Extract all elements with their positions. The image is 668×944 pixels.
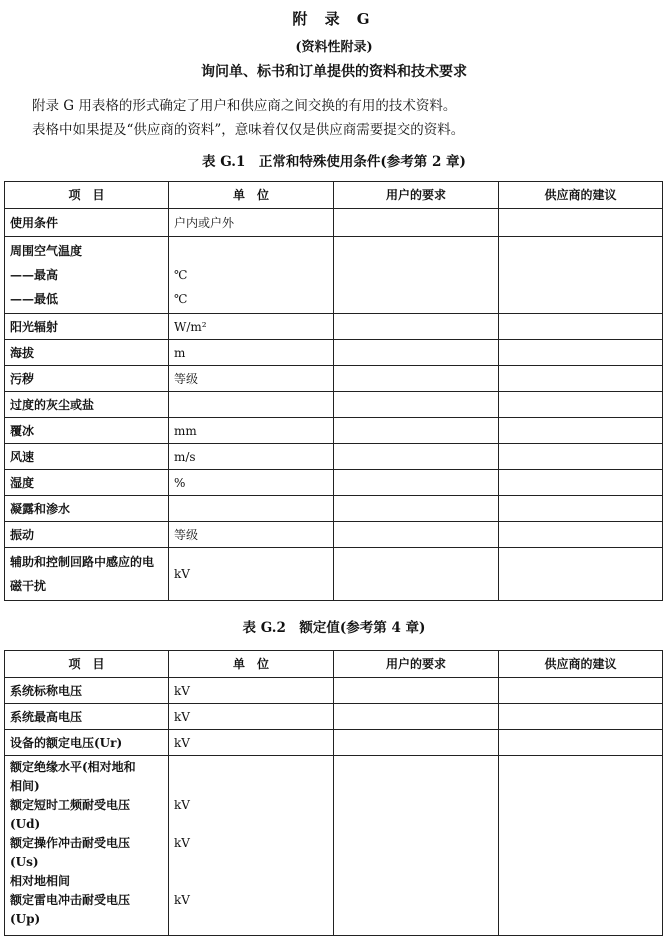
row-item: 过度的灰尘或盐 bbox=[5, 392, 169, 418]
row-unit-line: ℃ bbox=[174, 268, 188, 282]
row-unit bbox=[169, 496, 334, 522]
row-unit: 等级 bbox=[169, 366, 334, 392]
row-unit bbox=[169, 237, 334, 314]
user-requirement-cell[interactable] bbox=[334, 496, 499, 522]
row-unit: kV bbox=[169, 548, 334, 601]
row-item: 振动 bbox=[5, 522, 169, 548]
row-item-line: 相间) bbox=[10, 779, 40, 793]
row-unit: W/m² bbox=[169, 314, 334, 340]
table-row bbox=[5, 314, 663, 340]
row-item-line: 额定短时工频耐受电压 bbox=[10, 798, 131, 812]
column-header-item: 项 目 bbox=[5, 182, 169, 209]
supplier-proposal-cell[interactable] bbox=[499, 756, 663, 936]
column-header-supplier: 供应商的建议 bbox=[499, 651, 663, 678]
row-item-line: (Us) bbox=[10, 855, 39, 869]
row-item-line: 相对地相间 bbox=[10, 874, 71, 888]
supplier-proposal-cell[interactable] bbox=[499, 366, 663, 392]
row-item-line: 额定绝缘水平(相对地和 bbox=[10, 760, 136, 774]
row-unit: kV bbox=[169, 730, 334, 756]
row-item-line: 额定雷电冲击耐受电压 bbox=[10, 893, 131, 907]
row-unit bbox=[169, 756, 334, 936]
table-row bbox=[5, 470, 663, 496]
column-header-user: 用户的要求 bbox=[334, 182, 499, 209]
supplier-proposal-cell[interactable] bbox=[499, 730, 663, 756]
column-header-unit: 单 位 bbox=[169, 182, 334, 209]
table-g1-caption: 表 G.1 正常和特殊使用条件(参考第 2 章) bbox=[202, 154, 466, 170]
user-requirement-cell[interactable] bbox=[334, 704, 499, 730]
row-item-line: 磁干扰 bbox=[10, 579, 47, 593]
supplier-proposal-cell[interactable] bbox=[499, 522, 663, 548]
row-item: 风速 bbox=[5, 444, 169, 470]
row-item bbox=[5, 756, 169, 936]
column-header-supplier: 供应商的建议 bbox=[499, 182, 663, 209]
supplier-proposal-cell[interactable] bbox=[499, 678, 663, 704]
row-unit-line: kV bbox=[174, 893, 190, 907]
row-unit: 等级 bbox=[169, 522, 334, 548]
table-g2-caption: 表 G.2 额定值(参考第 4 章) bbox=[242, 620, 426, 636]
table-row bbox=[5, 678, 663, 704]
supplier-proposal-cell[interactable] bbox=[499, 444, 663, 470]
row-unit-line: ℃ bbox=[174, 292, 188, 306]
row-unit: m/s bbox=[169, 444, 334, 470]
table-row bbox=[5, 444, 663, 470]
user-requirement-cell[interactable] bbox=[334, 548, 499, 601]
row-item: 系统标称电压 bbox=[5, 678, 169, 704]
row-unit: kV bbox=[169, 678, 334, 704]
table-row bbox=[5, 418, 663, 444]
row-unit bbox=[169, 392, 334, 418]
row-item: 湿度 bbox=[5, 470, 169, 496]
table-row bbox=[5, 522, 663, 548]
row-item: 覆冰 bbox=[5, 418, 169, 444]
row-unit: kV bbox=[169, 704, 334, 730]
intro-paragraph-1: 附录 G 用表格的形式确定了用户和供应商之间交换的有用的技术资料。 bbox=[32, 98, 457, 114]
row-item-line: (Up) bbox=[10, 912, 41, 926]
user-requirement-cell[interactable] bbox=[334, 392, 499, 418]
row-unit-line bbox=[174, 853, 328, 872]
supplier-proposal-cell[interactable] bbox=[499, 496, 663, 522]
table-row bbox=[5, 392, 663, 418]
row-unit-line bbox=[174, 815, 328, 834]
row-unit: mm bbox=[169, 418, 334, 444]
user-requirement-cell[interactable] bbox=[334, 314, 499, 340]
table-row bbox=[5, 704, 663, 730]
row-item-line: 辅助和控制回路中感应的电 bbox=[10, 555, 155, 569]
row-item-line: 额定操作冲击耐受电压 bbox=[10, 836, 131, 850]
row-item: 污秽 bbox=[5, 366, 169, 392]
row-unit: m bbox=[169, 340, 334, 366]
appendix-title: 附 录 G bbox=[292, 10, 376, 28]
row-item: 系统最高电压 bbox=[5, 704, 169, 730]
row-unit-line: kV bbox=[174, 836, 190, 850]
supplier-proposal-cell[interactable] bbox=[499, 704, 663, 730]
user-requirement-cell[interactable] bbox=[334, 756, 499, 936]
row-item: 海拔 bbox=[5, 340, 169, 366]
user-requirement-cell[interactable] bbox=[334, 366, 499, 392]
column-header-user: 用户的要求 bbox=[334, 651, 499, 678]
table-row bbox=[5, 237, 663, 314]
row-item-line: 周围空气温度 bbox=[10, 244, 83, 258]
row-unit-line bbox=[174, 239, 328, 263]
row-item: 阳光辐射 bbox=[5, 314, 169, 340]
supplier-proposal-cell[interactable] bbox=[499, 209, 663, 237]
row-item-line: ——最高 bbox=[10, 268, 59, 282]
row-unit-line bbox=[174, 910, 328, 929]
user-requirement-cell[interactable] bbox=[334, 418, 499, 444]
table-g1 bbox=[4, 181, 663, 601]
row-item: 使用条件 bbox=[5, 209, 169, 237]
row-unit: 户内或户外 bbox=[169, 209, 334, 237]
table-g2 bbox=[4, 650, 663, 936]
table-row bbox=[5, 548, 663, 601]
supplier-proposal-cell[interactable] bbox=[499, 392, 663, 418]
row-item-line: (Ud) bbox=[10, 817, 41, 831]
table-header-row bbox=[5, 651, 663, 678]
table-row bbox=[5, 340, 663, 366]
table-row bbox=[5, 756, 663, 936]
user-requirement-cell[interactable] bbox=[334, 209, 499, 237]
user-requirement-cell[interactable] bbox=[334, 470, 499, 496]
row-unit-line: kV bbox=[174, 798, 190, 812]
row-unit-line bbox=[174, 777, 328, 796]
user-requirement-cell[interactable] bbox=[334, 678, 499, 704]
supplier-proposal-cell[interactable] bbox=[499, 314, 663, 340]
supplier-proposal-cell[interactable] bbox=[499, 548, 663, 601]
table-row bbox=[5, 730, 663, 756]
user-requirement-cell[interactable] bbox=[334, 340, 499, 366]
supplier-proposal-cell[interactable] bbox=[499, 237, 663, 314]
supplier-proposal-cell[interactable] bbox=[499, 470, 663, 496]
row-item bbox=[5, 548, 169, 601]
row-item: 凝露和渗水 bbox=[5, 496, 169, 522]
row-item bbox=[5, 237, 169, 314]
user-requirement-cell[interactable] bbox=[334, 444, 499, 470]
supplier-proposal-cell[interactable] bbox=[499, 340, 663, 366]
user-requirement-cell[interactable] bbox=[334, 522, 499, 548]
appendix-heading: 询问单、标书和订单提供的资料和技术要求 bbox=[201, 64, 467, 80]
column-header-unit: 单 位 bbox=[169, 651, 334, 678]
row-unit: % bbox=[169, 470, 334, 496]
row-unit-line bbox=[174, 758, 328, 777]
intro-paragraph-2: 表格中如果提及“供应商的资料”，意味着仅仅是供应商需要提交的资料。 bbox=[32, 122, 465, 138]
table-header-row bbox=[5, 182, 663, 209]
column-header-item: 项 目 bbox=[5, 651, 169, 678]
user-requirement-cell[interactable] bbox=[334, 237, 499, 314]
supplier-proposal-cell[interactable] bbox=[499, 418, 663, 444]
table-row bbox=[5, 496, 663, 522]
row-item-line: ——最低 bbox=[10, 292, 59, 306]
row-item: 设备的额定电压(Ur) bbox=[5, 730, 169, 756]
user-requirement-cell[interactable] bbox=[334, 730, 499, 756]
table-row bbox=[5, 209, 663, 237]
table-row bbox=[5, 366, 663, 392]
row-unit-line bbox=[174, 872, 328, 891]
appendix-subtitle: (资料性附录) bbox=[295, 40, 373, 55]
